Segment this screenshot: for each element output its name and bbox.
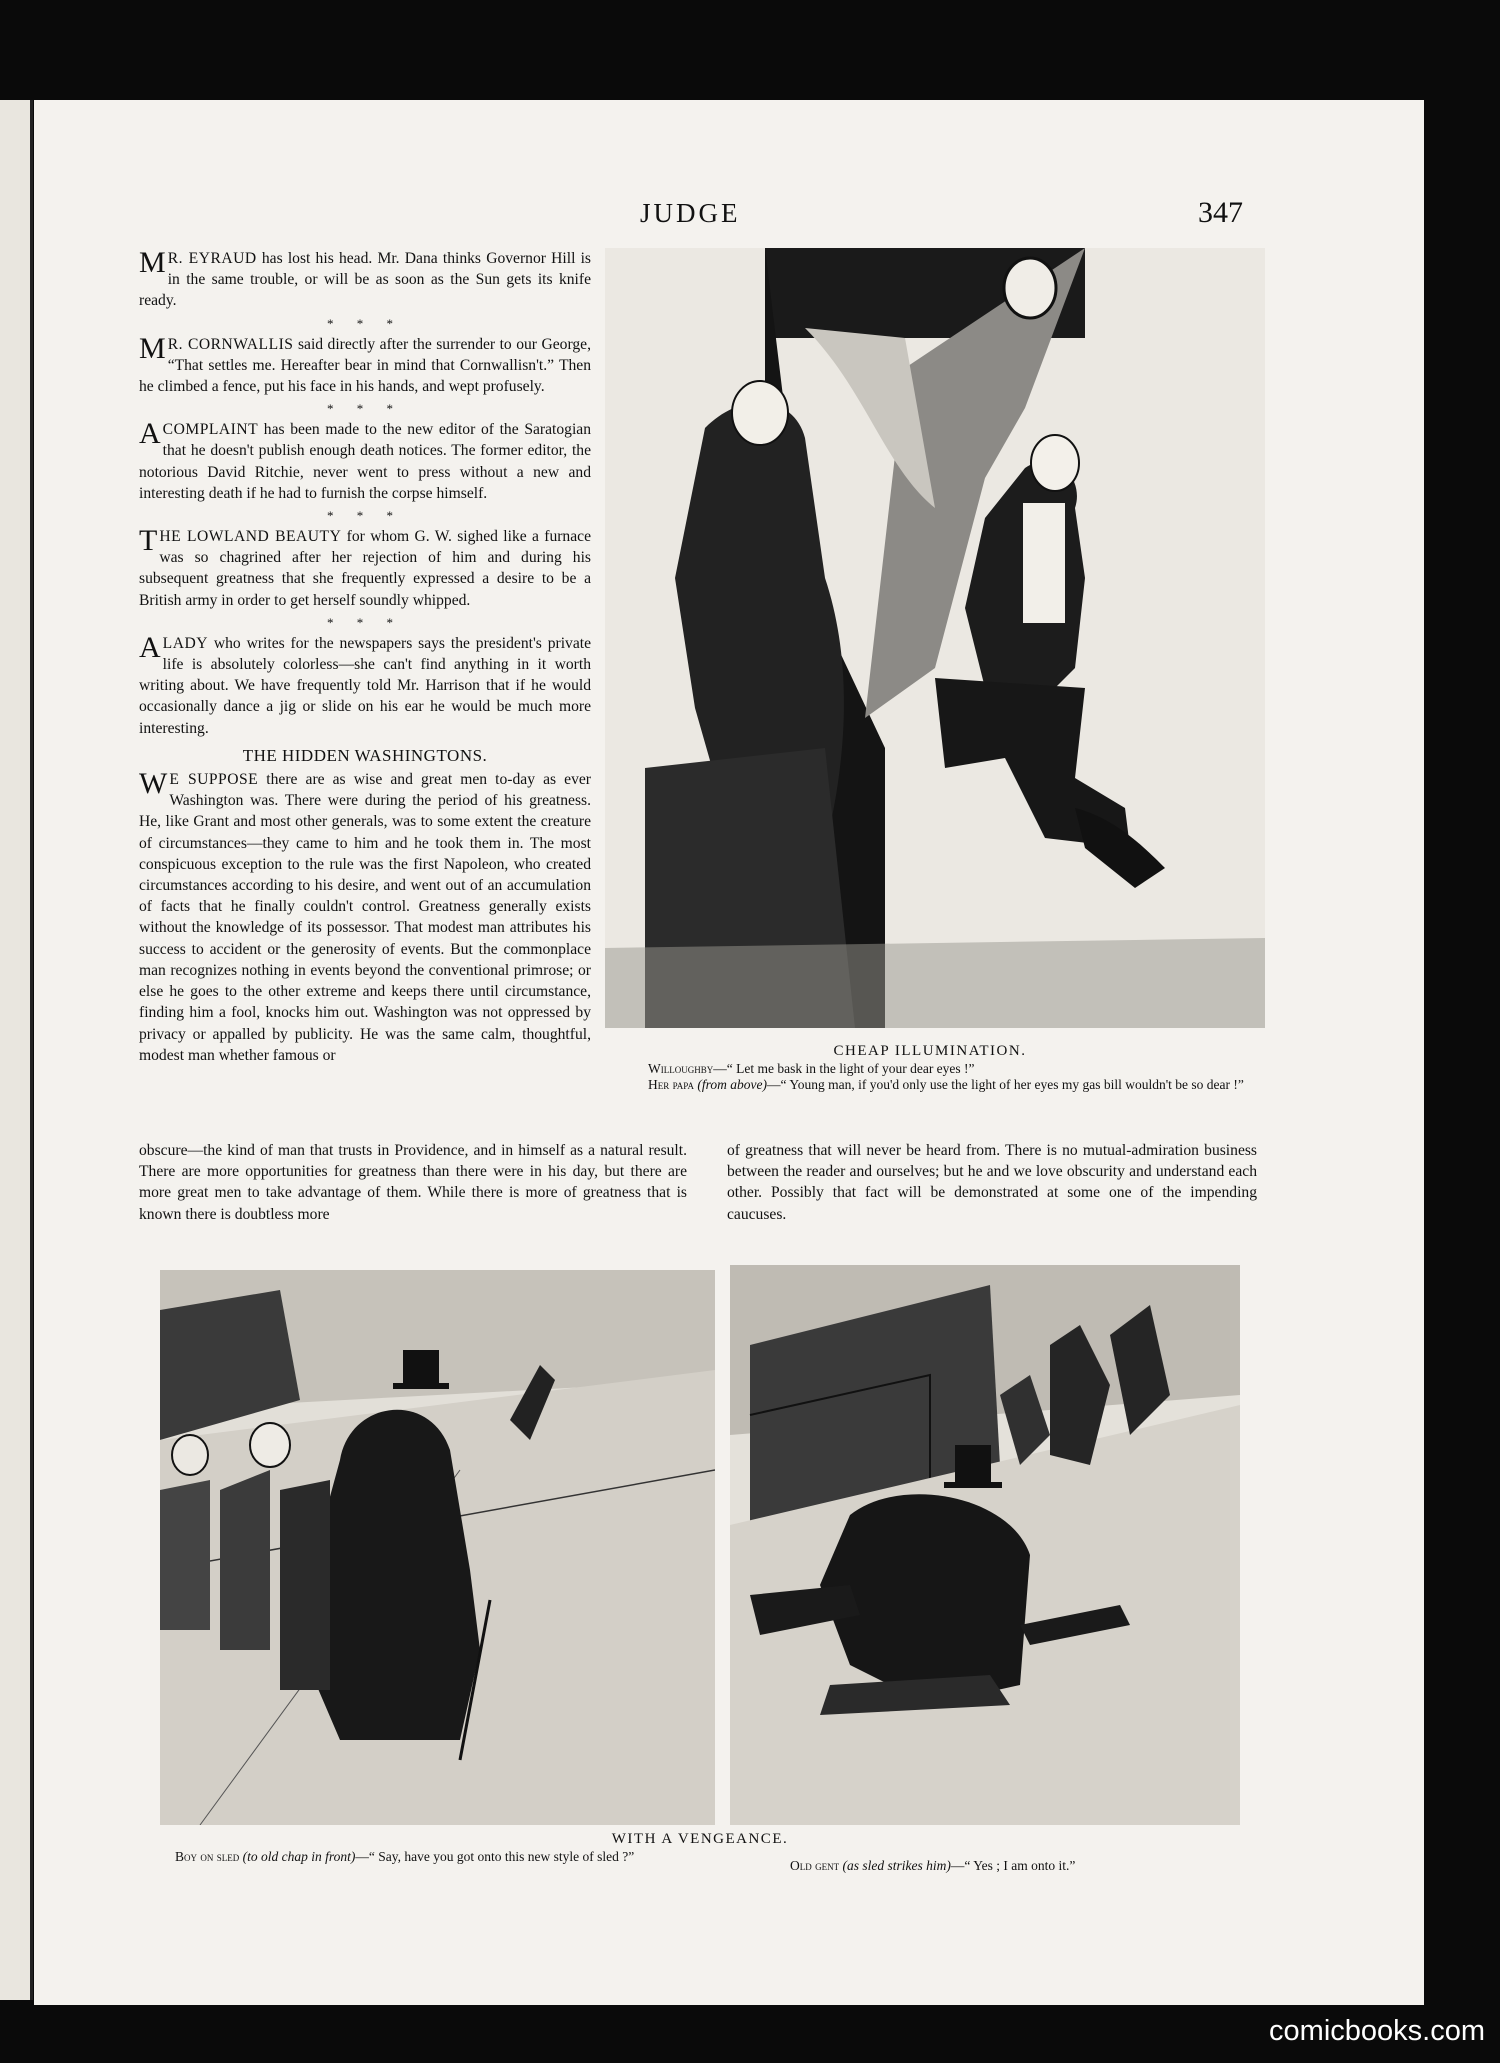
speaker-name: Her papa bbox=[648, 1077, 694, 1092]
dialogue-text: —“ Young man, if you'd only use the light of her eyes my gas bill wouldn't be so dear !” bbox=[766, 1077, 1244, 1092]
left-column bbox=[139, 248, 591, 1068]
cartoon-drawing bbox=[730, 1265, 1240, 1825]
article-heading: THE HIDDEN WASHINGTONS. bbox=[242, 745, 488, 765]
item-lead: HE LOWLAND BEAUTY bbox=[159, 528, 342, 546]
news-item bbox=[139, 331, 591, 398]
item-text: who writes for the newspapers says the president's private life is absolutely colorless—she can't find anything in it worth writing about. We have frequently told Mr. Harrison that if he would occasionally dance a jig or slide on his ear he would be much more interesting. bbox=[139, 634, 591, 737]
article-text-continued: obscure—the kind of man that trusts in Providence, and in himself as a natural result. There are more opportunities for greatness than there were in his day, but there are more great men to take advantage of them. While there is more of greatness that is known there is doubtless more bbox=[139, 1142, 687, 1223]
speaker-name: Boy on sled bbox=[175, 1849, 240, 1864]
article-body bbox=[139, 769, 591, 1066]
news-item bbox=[139, 630, 591, 739]
item-lead: LADY bbox=[162, 634, 208, 652]
drop-cap: M bbox=[139, 246, 166, 279]
cartoon-cheap-illumination bbox=[605, 248, 1265, 1028]
dialogue-text: —“ Let me bask in the light of your dear eyes !” bbox=[713, 1061, 975, 1076]
site-watermark: comicbooks.com bbox=[1269, 2015, 1485, 2047]
news-item bbox=[139, 248, 591, 312]
stage-direction: (to old chap in front) bbox=[242, 1849, 356, 1864]
cartoon-vengeance-panel-1 bbox=[160, 1270, 715, 1825]
cartoon-caption-left bbox=[145, 1849, 690, 1865]
cartoon-title: WITH A VENGEANCE. bbox=[611, 1831, 789, 1847]
drop-cap: A bbox=[139, 630, 161, 664]
cartoon-caption bbox=[630, 1061, 1260, 1093]
separator-stars: * * * bbox=[327, 315, 403, 331]
page-number: 347 bbox=[1198, 196, 1243, 229]
item-text: for whom G. W. sighed like a furnace was so chagrined after her rejection of him and during his subsequent greatness that she frequently expressed a desire to be a British army in order to get herself soundly whipped. bbox=[139, 528, 591, 609]
article-lead: E SUPPOSE bbox=[169, 771, 259, 789]
item-lead: R. EYRAUD bbox=[167, 250, 257, 267]
item-text: has been made to the new editor of the Saratogian that he doesn't publish enough death notices. The former editor, the notorious David Ritchie, never went to press without a new and interesting death if he had to furnish the corpse himself. bbox=[139, 421, 591, 502]
separator-stars: * * * bbox=[327, 401, 403, 417]
cartoon-drawing bbox=[160, 1270, 715, 1825]
drop-cap: T bbox=[139, 524, 158, 558]
article-continuation-right bbox=[727, 1140, 1257, 1225]
separator-stars: * * * bbox=[327, 614, 403, 630]
item-text: said directly after the surrender to our George, “That settles me. Hereafter bear in mind that Cornwallisn't.” Then he climbed a fence, put his face in his hands, and wept profusely. bbox=[139, 335, 591, 396]
item-lead: R. CORNWALLIS bbox=[167, 335, 294, 353]
dialogue-text: —“ Yes ; I am onto it.” bbox=[950, 1858, 1076, 1873]
dialogue-text: —“ Say, have you got onto this new style of sled ?” bbox=[355, 1849, 635, 1864]
separator-stars: * * * bbox=[327, 508, 403, 524]
item-lead: COMPLAINT bbox=[162, 421, 259, 439]
article-text: there are as wise and great men to-day as ever Washington was. There were during the period of his greatness. He, like Grant and most other generals, was to some extent the creature of circumstances—they came to him and he took them in. The most conspicuous exception to the rule was the first Napoleon, who created circumstances according to his desire, and went out of an accumulation of facts that he finally couldn't control. Greatness generally exists without the knowledge of its possessor. That modest man attributes his success to accident or the generosity of events. But the commonplace man recognizes nothing in events beyond the conventional primrose; or else he goes to the other extreme and keeps there until circumstance, finding him a fool, knocks him out. Washington was not oppressed by privacy or appalled by publicity. He was the same calm, thoughtful, modest man whether famous or bbox=[139, 771, 591, 1064]
cartoon-drawing bbox=[605, 248, 1265, 1028]
adjacent-page-edge bbox=[0, 100, 33, 2000]
article-continuation-left bbox=[139, 1140, 687, 1225]
speaker-name: Old gent bbox=[790, 1858, 840, 1873]
news-item bbox=[139, 419, 591, 504]
drop-cap: W bbox=[139, 767, 168, 801]
cartoon-vengeance-panel-2 bbox=[730, 1265, 1240, 1825]
cartoon-title: CHEAP ILLUMINATION. bbox=[833, 1043, 1027, 1059]
item-text: has lost his head. Mr. Dana thinks Governor Hill is in the same trouble, or will be as soon as the Sun gets its knife ready. bbox=[139, 250, 591, 310]
stage-direction: (from above) bbox=[697, 1077, 767, 1092]
drop-cap: A bbox=[139, 417, 161, 451]
stage-direction: (as sled strikes him) bbox=[842, 1858, 951, 1873]
article-text-continued: of greatness that will never be heard from. There is no mutual-admiration business between the reader and ourselves; but he and we love obscurity and understand each other. Possibly that fact will be demonstrated at some one of the impending caucuses. bbox=[727, 1142, 1257, 1223]
news-item bbox=[139, 526, 591, 611]
drop-cap: M bbox=[139, 331, 166, 365]
speaker-name: Willoughby bbox=[648, 1061, 714, 1076]
cartoon-caption-right bbox=[790, 1858, 1230, 1874]
masthead: JUDGE bbox=[640, 198, 741, 228]
